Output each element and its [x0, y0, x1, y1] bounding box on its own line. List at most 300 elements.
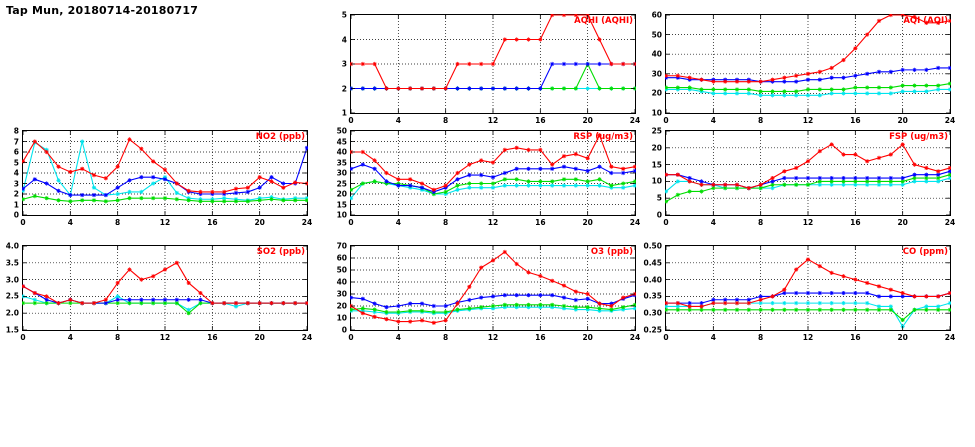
series-marker-series_2: [455, 86, 459, 90]
y-tick-label: 0.50: [643, 241, 662, 251]
chart-panel-rsp: [336, 126, 641, 227]
series-marker-series_3: [444, 190, 448, 194]
series-marker-series_1: [361, 311, 365, 315]
series-marker-series_2: [361, 163, 365, 167]
series-marker-series_2: [361, 297, 365, 301]
y-tick-label: 3.5: [5, 258, 19, 268]
page-title: Tap Mun, 20180714-20180717: [6, 4, 199, 17]
chart-panel-co: [643, 241, 956, 342]
series-marker-series_2: [948, 169, 951, 173]
series-marker-series_3: [396, 310, 400, 314]
series-marker-series_2: [538, 86, 542, 90]
series-marker-series_1: [948, 291, 951, 295]
x-tick-label: 16: [535, 116, 546, 125]
series-marker-series_1: [586, 156, 590, 160]
series-marker-series_3: [723, 308, 727, 312]
series-marker-series_3: [759, 308, 763, 312]
y-tick-label: 15: [336, 200, 347, 209]
series-marker-series_3: [853, 308, 857, 312]
series-marker-series_2: [80, 193, 84, 197]
series-marker-series_1: [853, 152, 857, 156]
chart-panel-no2: [13, 126, 313, 227]
series-marker-series_3: [759, 89, 763, 93]
series-marker-series_4: [538, 184, 542, 188]
series-marker-series_1: [373, 315, 377, 319]
series-marker-series_1: [234, 301, 238, 305]
series-marker-series_3: [222, 199, 226, 203]
series-marker-series_1: [782, 76, 786, 80]
y-tick-label: 5: [656, 193, 662, 203]
series-marker-series_2: [806, 291, 810, 295]
series-marker-series_3: [562, 304, 566, 308]
series-marker-series_3: [841, 87, 845, 91]
series-marker-series_2: [373, 167, 377, 171]
y-tick-label: 40: [651, 49, 662, 59]
series-marker-series_2: [806, 176, 810, 180]
plot-canvas-rsp: [350, 130, 636, 216]
y-tick-label: 20: [651, 143, 662, 153]
series-marker-series_1: [408, 86, 412, 90]
series-marker-series_3: [597, 306, 601, 310]
y-tick-label: 25: [651, 126, 662, 136]
series-marker-series_3: [384, 310, 388, 314]
series-marker-series_2: [104, 193, 108, 197]
x-tick-label: 4: [67, 218, 73, 227]
series-marker-series_3: [373, 179, 377, 183]
x-tick-label: 20: [582, 333, 593, 342]
series-marker-series_1: [924, 294, 928, 298]
series-marker-series_2: [515, 293, 519, 297]
plot-canvas-o3: [350, 245, 636, 331]
series-marker-series_4: [139, 190, 143, 194]
series-marker-series_4: [830, 301, 834, 305]
series-marker-series_1: [68, 298, 72, 302]
series-marker-series_1: [782, 169, 786, 173]
series-marker-series_3: [597, 86, 601, 90]
x-tick-label: 8: [115, 218, 121, 227]
series-marker-series_3: [794, 308, 798, 312]
series-marker-series_1: [936, 294, 940, 298]
series-marker-series_3: [633, 179, 636, 183]
x-tick-label: 16: [850, 116, 861, 125]
series-marker-series_2: [515, 86, 519, 90]
series-marker-series_1: [408, 320, 412, 324]
series-marker-series_1: [877, 156, 881, 160]
series-marker-series_1: [455, 171, 459, 175]
y-tick-label: 3: [13, 179, 19, 188]
series-marker-series_3: [467, 181, 471, 185]
series-marker-series_1: [723, 301, 727, 305]
series-marker-series_1: [711, 301, 715, 305]
series-marker-series_3: [562, 177, 566, 181]
series-marker-series_1: [841, 152, 845, 156]
series-marker-series_2: [384, 179, 388, 183]
series-marker-series_4: [865, 91, 869, 95]
y-tick-label: 2: [341, 84, 347, 93]
series-marker-series_1: [515, 146, 519, 150]
series-marker-series_3: [479, 305, 483, 309]
series-marker-series_2: [163, 177, 167, 181]
series-marker-series_2: [574, 62, 578, 66]
series-marker-series_1: [586, 292, 590, 296]
series-marker-series_1: [794, 74, 798, 78]
series-marker-series_1: [246, 186, 250, 190]
series-marker-series_3: [676, 85, 680, 89]
series-marker-series_4: [924, 89, 928, 93]
series-marker-series_1: [889, 152, 893, 156]
series-marker-series_3: [782, 89, 786, 93]
series-marker-series_2: [865, 72, 869, 76]
y-tick-label: 1.5: [5, 325, 19, 335]
series-marker-series_2: [396, 184, 400, 188]
series-marker-series_1: [830, 66, 834, 70]
series-marker-series_3: [699, 87, 703, 91]
y-tick-label: 10: [651, 176, 662, 186]
series-marker-series_2: [408, 184, 412, 188]
series-marker-series_1: [699, 78, 703, 82]
x-tick-label: 12: [802, 116, 814, 125]
series-marker-series_3: [830, 308, 834, 312]
series-marker-series_2: [841, 291, 845, 295]
series-marker-series_2: [841, 76, 845, 80]
series-marker-series_1: [151, 159, 155, 163]
plot-canvas-aqi: [665, 14, 951, 114]
x-tick-label: 16: [850, 333, 861, 342]
series-marker-series_1: [80, 167, 84, 171]
series-marker-series_4: [948, 176, 951, 180]
series-marker-series_4: [665, 304, 668, 308]
series-marker-series_1: [491, 258, 495, 262]
series-marker-series_3: [723, 87, 727, 91]
series-marker-series_3: [455, 308, 459, 312]
series-marker-series_1: [139, 278, 143, 282]
series-marker-series_4: [747, 91, 751, 95]
x-tick-label: 4: [710, 218, 716, 227]
series-marker-series_1: [503, 37, 507, 41]
x-tick-label: 12: [487, 218, 499, 227]
series-marker-series_2: [503, 171, 507, 175]
series-marker-series_3: [747, 308, 751, 312]
series-marker-series_2: [597, 62, 601, 66]
series-marker-series_1: [293, 180, 297, 184]
series-marker-series_1: [711, 183, 715, 187]
series-marker-series_3: [163, 196, 167, 200]
series-marker-series_3: [455, 184, 459, 188]
x-tick-label: 16: [535, 333, 546, 342]
chart-title-co: CO (ppm): [902, 247, 948, 257]
series-marker-series_1: [455, 62, 459, 66]
series-marker-series_4: [841, 91, 845, 95]
x-tick-label: 24: [944, 218, 956, 227]
y-tick-label: 30: [651, 69, 662, 79]
series-marker-series_3: [479, 181, 483, 185]
y-tick-label: 30: [336, 168, 347, 178]
series-marker-series_1: [865, 159, 869, 163]
series-marker-series_1: [45, 150, 49, 154]
series-marker-series_2: [621, 171, 625, 175]
series-marker-series_2: [68, 193, 72, 197]
series-marker-series_2: [269, 175, 273, 179]
series-marker-series_1: [151, 274, 155, 278]
series-marker-series_1: [676, 301, 680, 305]
series-marker-series_3: [853, 85, 857, 89]
series-marker-series_1: [538, 37, 542, 41]
y-tick-label: 10: [336, 313, 347, 323]
y-tick-label: 15: [651, 160, 662, 170]
x-tick-label: 24: [629, 333, 641, 342]
series-marker-series_1: [794, 166, 798, 170]
series-marker-series_3: [889, 308, 893, 312]
series-marker-series_1: [609, 165, 613, 169]
series-marker-series_2: [586, 62, 590, 66]
series-marker-series_1: [305, 301, 308, 305]
y-tick-label: 4: [13, 168, 19, 178]
series-marker-series_2: [127, 178, 131, 182]
plot-canvas-aqhi: [350, 14, 636, 114]
series-marker-series_2: [526, 167, 530, 171]
series-marker-series_3: [818, 87, 822, 91]
series-marker-series_3: [806, 183, 810, 187]
series-marker-series_2: [526, 86, 530, 90]
x-tick-label: 4: [395, 218, 401, 227]
y-tick-label: 0.45: [643, 258, 662, 268]
x-tick-label: 0: [663, 116, 669, 125]
series-marker-series_1: [246, 301, 250, 305]
series-marker-series_1: [396, 320, 400, 324]
series-marker-series_3: [210, 199, 214, 203]
series-marker-series_1: [210, 190, 214, 194]
series-marker-series_3: [361, 306, 365, 310]
x-tick-label: 4: [710, 116, 716, 125]
x-tick-label: 0: [20, 218, 26, 227]
series-marker-series_2: [853, 291, 857, 295]
y-tick-label: 3: [341, 59, 347, 69]
series-marker-series_1: [396, 177, 400, 181]
y-tick-label: 8: [13, 126, 19, 136]
series-marker-series_4: [782, 301, 786, 305]
series-marker-series_3: [151, 196, 155, 200]
series-marker-series_1: [187, 281, 191, 285]
x-tick-label: 8: [443, 218, 449, 227]
series-marker-series_2: [491, 175, 495, 179]
series-marker-series_4: [175, 191, 179, 195]
series-marker-series_4: [770, 301, 774, 305]
series-marker-series_4: [853, 301, 857, 305]
series-marker-series_1: [621, 62, 625, 66]
series-marker-series_2: [538, 293, 542, 297]
series-marker-series_1: [467, 163, 471, 167]
series-marker-series_1: [455, 302, 459, 306]
chart-title-rsp: RSP (ug/m3): [573, 132, 633, 142]
series-marker-series_3: [33, 301, 37, 305]
series-marker-series_1: [574, 290, 578, 294]
chart-panel-fsp: [651, 126, 956, 227]
x-tick-label: 20: [254, 333, 265, 342]
series-marker-series_3: [574, 86, 578, 90]
series-marker-series_1: [676, 74, 680, 78]
series-marker-series_3: [22, 301, 25, 305]
series-marker-series_3: [621, 305, 625, 309]
series-marker-series_3: [361, 181, 365, 185]
series-marker-series_2: [830, 76, 834, 80]
series-marker-series_1: [723, 80, 727, 84]
series-marker-series_1: [269, 179, 273, 183]
plot-canvas-no2: [22, 130, 308, 216]
series-marker-series_4: [116, 192, 120, 196]
series-marker-series_3: [92, 198, 96, 202]
y-tick-label: 4.0: [5, 241, 19, 251]
x-tick-label: 16: [207, 218, 218, 227]
series-marker-series_1: [806, 72, 810, 76]
series-marker-series_1: [503, 148, 507, 152]
series-marker-series_1: [104, 298, 108, 302]
series-marker-series_1: [444, 86, 448, 90]
series-marker-series_4: [56, 178, 60, 182]
series-marker-series_2: [361, 86, 365, 90]
series-marker-series_1: [222, 190, 226, 194]
series-marker-series_1: [948, 19, 951, 23]
x-tick-label: 12: [159, 333, 171, 342]
series-marker-series_1: [633, 165, 636, 169]
series-marker-series_2: [234, 191, 238, 195]
series-marker-series_3: [281, 198, 285, 202]
series-marker-series_3: [865, 308, 869, 312]
chart-panel-aqhi: [341, 10, 641, 125]
series-marker-series_3: [877, 85, 881, 89]
series-marker-series_3: [782, 183, 786, 187]
series-marker-series_1: [33, 139, 37, 143]
series-marker-series_2: [92, 193, 96, 197]
series-marker-series_4: [562, 184, 566, 188]
y-tick-label: 1: [13, 200, 19, 209]
series-marker-series_2: [373, 86, 377, 90]
series-marker-series_3: [293, 198, 297, 202]
series-marker-series_3: [80, 198, 84, 202]
series-marker-series_4: [806, 301, 810, 305]
series-marker-series_2: [444, 304, 448, 308]
x-tick-label: 20: [582, 116, 593, 125]
series-marker-series_2: [45, 181, 49, 185]
y-tick-label: 20: [336, 301, 347, 311]
series-marker-series_1: [711, 80, 715, 84]
series-marker-series_2: [139, 298, 143, 302]
chart-title-o3: O3 (ppb): [590, 247, 633, 257]
x-tick-label: 20: [897, 218, 908, 227]
series-marker-series_3: [711, 308, 715, 312]
series-marker-series_2: [479, 86, 483, 90]
series-marker-series_3: [936, 83, 940, 87]
series-marker-series_3: [609, 184, 613, 188]
series-marker-series_1: [770, 78, 774, 82]
series-marker-series_1: [830, 142, 834, 146]
series-marker-series_4: [151, 181, 155, 185]
x-tick-label: 20: [582, 218, 593, 227]
series-marker-series_2: [420, 302, 424, 306]
series-marker-series_2: [420, 186, 424, 190]
series-marker-series_4: [948, 301, 951, 305]
series-marker-series_3: [420, 309, 424, 313]
series-marker-series_1: [759, 183, 763, 187]
series-marker-series_4: [948, 87, 951, 91]
series-marker-series_3: [770, 89, 774, 93]
series-marker-series_4: [491, 186, 495, 190]
plot-canvas-co: [665, 245, 951, 331]
series-marker-series_4: [550, 184, 554, 188]
series-marker-series_3: [770, 308, 774, 312]
series-marker-series_1: [818, 70, 822, 74]
series-marker-series_1: [420, 181, 424, 185]
series-marker-series_3: [782, 308, 786, 312]
series-marker-series_1: [432, 86, 436, 90]
series-marker-series_3: [948, 308, 951, 312]
series-marker-series_1: [269, 301, 273, 305]
x-tick-label: 16: [207, 333, 218, 342]
series-marker-series_1: [621, 167, 625, 171]
series-marker-series_2: [258, 186, 262, 190]
series-marker-series_3: [676, 308, 680, 312]
series-marker-series_2: [794, 291, 798, 295]
series-marker-series_3: [526, 303, 530, 307]
series-marker-series_1: [794, 267, 798, 271]
y-tick-label: 25: [336, 179, 347, 188]
series-marker-series_3: [515, 177, 519, 181]
x-tick-label: 4: [395, 116, 401, 125]
y-tick-label: 6: [13, 147, 19, 157]
series-marker-series_1: [948, 166, 951, 170]
x-tick-label: 0: [663, 333, 669, 342]
series-marker-series_3: [676, 193, 680, 197]
series-marker-series_2: [281, 181, 285, 185]
series-marker-series_1: [806, 257, 810, 261]
series-marker-series_1: [526, 148, 530, 152]
series-marker-series_3: [56, 198, 60, 202]
series-marker-series_1: [467, 285, 471, 289]
series-marker-series_1: [139, 147, 143, 151]
series-marker-series_2: [865, 291, 869, 295]
series-marker-series_3: [806, 87, 810, 91]
series-marker-series_1: [361, 150, 365, 154]
series-marker-series_1: [877, 284, 881, 288]
x-tick-label: 24: [944, 116, 956, 125]
series-marker-series_3: [139, 196, 143, 200]
y-tick-label: 5: [341, 10, 347, 20]
series-marker-series_2: [633, 169, 636, 173]
series-marker-series_3: [818, 308, 822, 312]
x-tick-label: 12: [159, 218, 171, 227]
series-marker-series_2: [574, 167, 578, 171]
series-marker-series_2: [455, 177, 459, 181]
series-marker-series_2: [198, 298, 202, 302]
series-marker-series_2: [246, 190, 250, 194]
series-marker-series_2: [924, 173, 928, 177]
series-marker-series_4: [455, 188, 459, 192]
y-tick-label: 50: [336, 265, 347, 275]
series-marker-series_1: [384, 171, 388, 175]
series-marker-series_3: [688, 189, 692, 193]
series-marker-series_1: [818, 149, 822, 153]
y-tick-label: 0.25: [643, 325, 662, 335]
y-tick-label: 0.35: [643, 291, 662, 301]
series-marker-series_1: [877, 19, 881, 23]
series-marker-series_1: [198, 190, 202, 194]
series-marker-series_4: [936, 87, 940, 91]
series-marker-series_3: [901, 83, 905, 87]
series-marker-series_4: [515, 184, 519, 188]
series-marker-series_1: [92, 301, 96, 305]
series-marker-series_1: [597, 302, 601, 306]
series-marker-series_1: [515, 37, 519, 41]
series-marker-series_3: [889, 85, 893, 89]
